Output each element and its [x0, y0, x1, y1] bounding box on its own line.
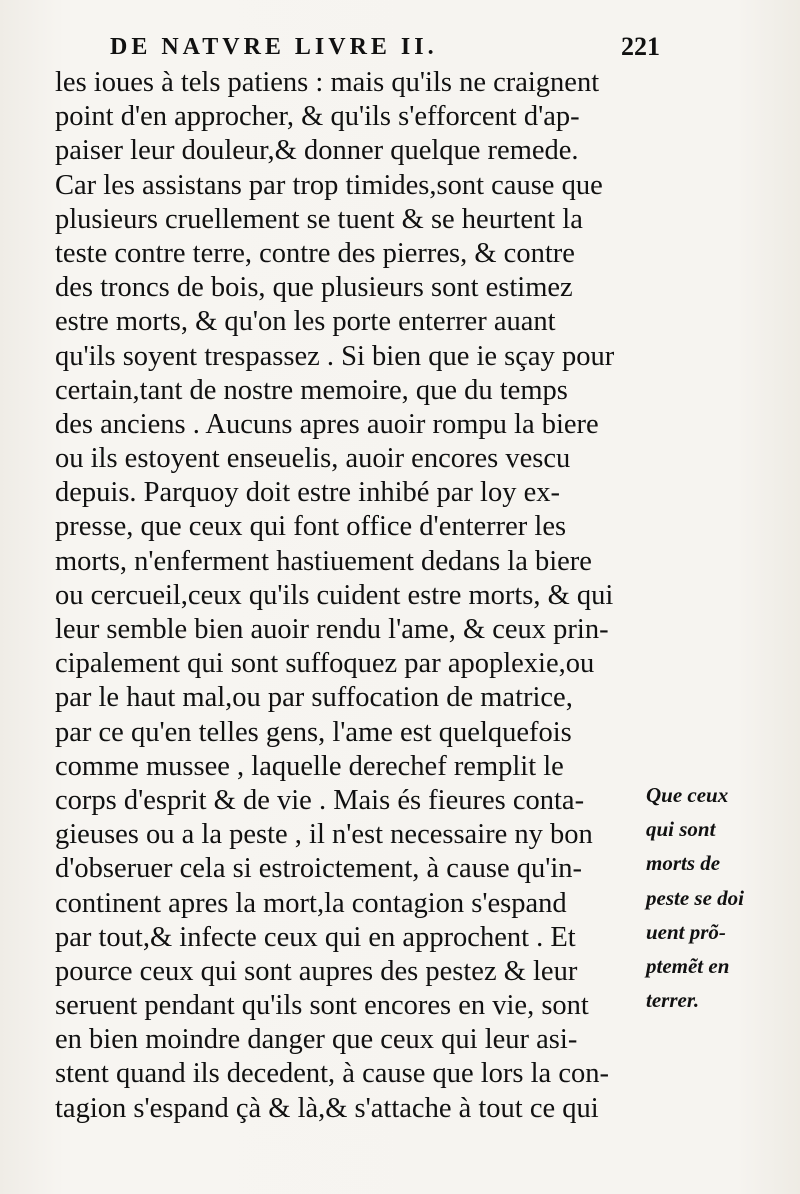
- margin-note-line: Que ceux: [646, 783, 729, 807]
- text-line: paiser leur douleur,& donner quelque remede.: [55, 135, 579, 167]
- text-line: continent apres la mort,la contagion s'espand: [55, 887, 567, 919]
- page-number: 221: [621, 32, 660, 61]
- text-line: plusieurs cruellement se tuent & se heurtent la: [55, 203, 583, 235]
- text-line: stent quand ils decedent, à cause que lors la con-: [55, 1058, 609, 1090]
- text-line: pource ceux qui sont aupres des pestez & leur: [55, 955, 578, 987]
- text-line: les ioues à tels patiens : mais qu'ils ne craignent: [55, 67, 600, 98]
- text-line: point d'en approcher, & qu'ils s'efforcent d'ap-: [55, 101, 580, 133]
- margin-note-line: ptemẽt en: [646, 953, 730, 978]
- text-line: en bien moindre danger que ceux qui leur asi-: [55, 1024, 578, 1056]
- text-line: seruent pendant qu'ils sont encores en vie, sont: [55, 990, 589, 1022]
- margin-note-line: morts de: [646, 851, 721, 876]
- text-line: leur semble bien auoir rendu l'ame, & ceux prin-: [55, 614, 609, 645]
- margin-note-line: uent prõ-: [646, 919, 726, 944]
- text-line: teste contre terre, contre des pierres, & contre: [55, 237, 575, 269]
- text-line: estre morts, & qu'on les porte enterrer auant: [55, 306, 556, 338]
- body-text: [55, 66, 640, 1126]
- text-line: Car les assistans par trop timides,sont cause que: [55, 169, 603, 201]
- page-header: [110, 30, 660, 64]
- text-line: morts, n'enferment hastiuement dedans la biere: [55, 545, 592, 577]
- text-line: ou cercueil,ceux qu'ils cuident estre morts, & qui: [55, 579, 614, 611]
- text-line: par tout,& infecte ceux qui en approchent . Et: [55, 921, 576, 953]
- margin-note: [646, 778, 796, 1017]
- text-line: des anciens . Aucuns apres auoir rompu la biere: [55, 408, 599, 440]
- running-head: DE NATVRE LIVRE II.: [110, 34, 438, 60]
- text-line: cipalement qui sont suffoquez par apoplexie,ou: [55, 648, 595, 680]
- text-line: presse, que ceux qui font office d'enterrer les: [55, 511, 567, 543]
- text-line: des troncs de bois, que plusieurs sont estimez: [55, 272, 573, 304]
- text-line: depuis. Parquoy doit estre inhibé par loy ex-: [55, 477, 560, 509]
- margin-note-line: peste se doi: [646, 885, 744, 910]
- margin-note-line: terrer.: [646, 988, 700, 1013]
- text-line: corps d'esprit & de vie . Mais és fieures conta-: [55, 784, 585, 816]
- text-line: comme mussee , laquelle derechef remplit le: [55, 750, 564, 782]
- text-line: d'obseruer cela si estroictement, à cause qu'in-: [55, 853, 583, 885]
- text-line: ou ils estoyent enseuelis, auoir encores vescu: [55, 443, 571, 475]
- text-line: certain,tant de nostre memoire, que du temps: [55, 374, 568, 406]
- text-line: par ce qu'en telles gens, l'ame est quelquefois: [55, 716, 572, 748]
- text-line: gieuses ou a la peste , il n'est necessaire ny bon: [55, 819, 593, 851]
- text-line: qu'ils soyent trespassez . Si bien que ie sçay pour: [55, 340, 615, 372]
- text-line: tagion s'espand çà & là,& s'attache à tout ce qui: [55, 1092, 599, 1124]
- text-line: par le haut mal,ou par suffocation de matrice,: [55, 682, 573, 714]
- margin-note-line: qui sont: [646, 817, 716, 842]
